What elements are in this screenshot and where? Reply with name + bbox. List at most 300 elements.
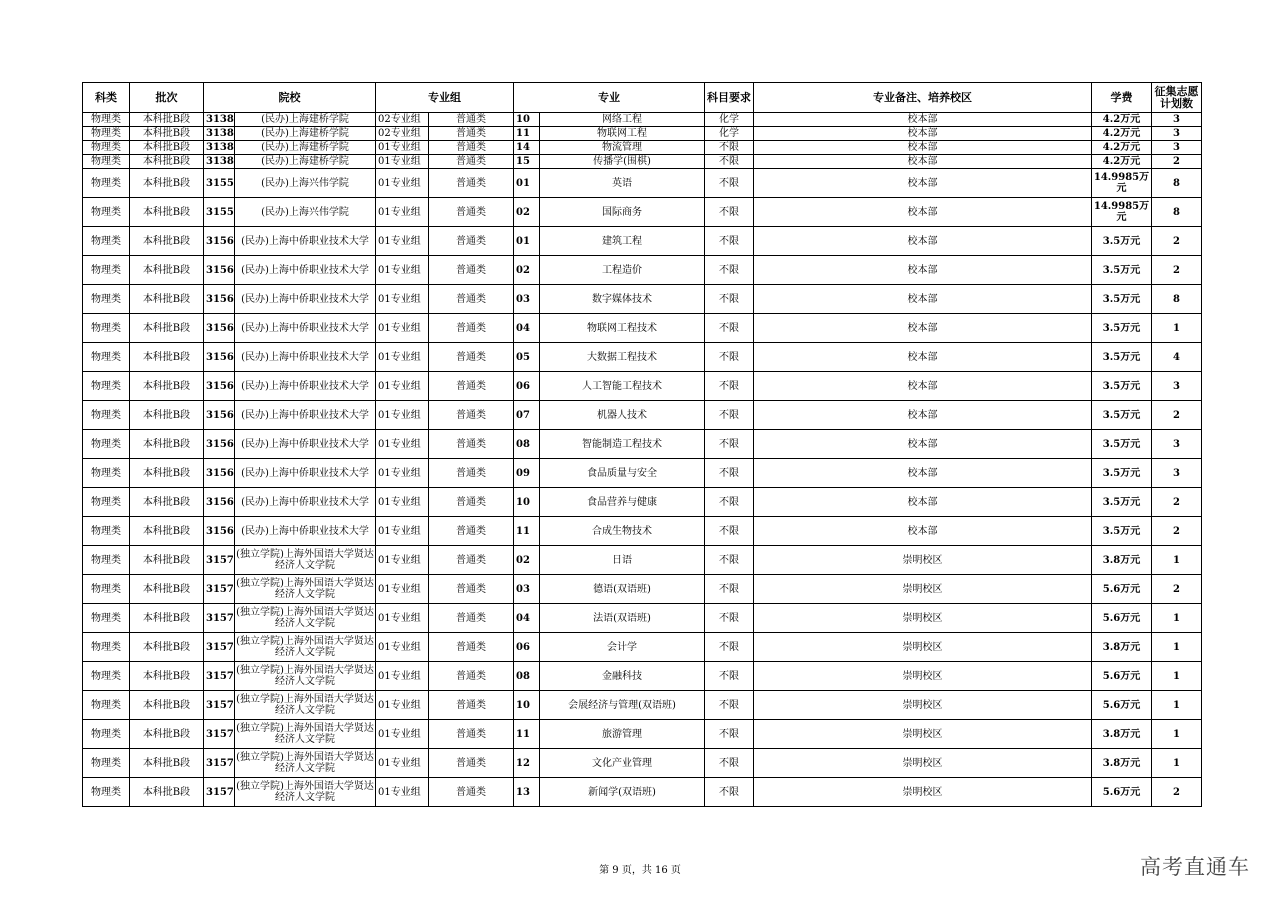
cell-school-code: 3138 bbox=[204, 127, 235, 141]
cell-tuition: 4.2万元 bbox=[1092, 155, 1152, 169]
cell-school-name: (民办)上海兴伟学院 bbox=[235, 198, 376, 227]
cell-school-name: (独立学院)上海外国语大学贤达经济人文学院 bbox=[235, 633, 376, 662]
cell-major-name: 物流管理 bbox=[540, 141, 705, 155]
cell-school-name: (独立学院)上海外国语大学贤达经济人文学院 bbox=[235, 778, 376, 807]
cell-major-code: 04 bbox=[514, 604, 540, 633]
cell-type: 普通类 bbox=[429, 488, 514, 517]
cell-tuition: 14.9985万元 bbox=[1092, 169, 1152, 198]
cell-batch: 本科批B段 bbox=[130, 633, 204, 662]
cell-batch: 本科批B段 bbox=[130, 662, 204, 691]
cell-subject: 不限 bbox=[705, 604, 754, 633]
cell-remarks: 校本部 bbox=[754, 141, 1092, 155]
cell-type: 普通类 bbox=[429, 749, 514, 778]
cell-tuition: 4.2万元 bbox=[1092, 113, 1152, 127]
cell-category: 物理类 bbox=[83, 401, 130, 430]
cell-school-code: 3155 bbox=[204, 198, 235, 227]
cell-remarks: 校本部 bbox=[754, 401, 1092, 430]
cell-remarks: 校本部 bbox=[754, 198, 1092, 227]
cell-category: 物理类 bbox=[83, 314, 130, 343]
cell-major-name: 合成生物技术 bbox=[540, 517, 705, 546]
table-row bbox=[83, 720, 1202, 749]
cell-subject: 不限 bbox=[705, 169, 754, 198]
cell-school-name: (独立学院)上海外国语大学贤达经济人文学院 bbox=[235, 691, 376, 720]
cell-school-name: (民办)上海中侨职业技术大学 bbox=[235, 401, 376, 430]
cell-major-code: 10 bbox=[514, 113, 540, 127]
cell-school-name: (民办)上海建桥学院 bbox=[235, 155, 376, 169]
cell-category: 物理类 bbox=[83, 720, 130, 749]
cell-school-code: 3156 bbox=[204, 488, 235, 517]
cell-group: 01专业组 bbox=[376, 662, 429, 691]
cell-major-name: 建筑工程 bbox=[540, 227, 705, 256]
cell-count: 2 bbox=[1152, 488, 1202, 517]
cell-count: 8 bbox=[1152, 198, 1202, 227]
cell-type: 普通类 bbox=[429, 691, 514, 720]
cell-remarks: 校本部 bbox=[754, 343, 1092, 372]
cell-type: 普通类 bbox=[429, 256, 514, 285]
cell-school-name: (独立学院)上海外国语大学贤达经济人文学院 bbox=[235, 546, 376, 575]
cell-batch: 本科批B段 bbox=[130, 401, 204, 430]
cell-type: 普通类 bbox=[429, 633, 514, 662]
cell-remarks: 崇明校区 bbox=[754, 546, 1092, 575]
cell-tuition: 5.6万元 bbox=[1092, 604, 1152, 633]
cell-school-code: 3157 bbox=[204, 662, 235, 691]
header-category: 科类 bbox=[83, 83, 130, 113]
cell-tuition: 3.5万元 bbox=[1092, 488, 1152, 517]
cell-major-code: 01 bbox=[514, 227, 540, 256]
table-row bbox=[83, 575, 1202, 604]
cell-remarks: 校本部 bbox=[754, 169, 1092, 198]
cell-remarks: 崇明校区 bbox=[754, 720, 1092, 749]
cell-count: 8 bbox=[1152, 169, 1202, 198]
cell-count: 2 bbox=[1152, 401, 1202, 430]
cell-subject: 不限 bbox=[705, 575, 754, 604]
cell-subject: 不限 bbox=[705, 401, 754, 430]
cell-type: 普通类 bbox=[429, 141, 514, 155]
header-school: 院校 bbox=[204, 83, 376, 113]
cell-group: 02专业组 bbox=[376, 113, 429, 127]
cell-category: 物理类 bbox=[83, 343, 130, 372]
cell-group: 01专业组 bbox=[376, 141, 429, 155]
cell-count: 3 bbox=[1152, 372, 1202, 401]
cell-remarks: 校本部 bbox=[754, 488, 1092, 517]
cell-major-code: 05 bbox=[514, 343, 540, 372]
cell-subject: 化学 bbox=[705, 113, 754, 127]
table-row bbox=[83, 633, 1202, 662]
cell-school-name: (独立学院)上海外国语大学贤达经济人文学院 bbox=[235, 749, 376, 778]
cell-group: 01专业组 bbox=[376, 401, 429, 430]
table-row bbox=[83, 113, 1202, 127]
cell-count: 2 bbox=[1152, 575, 1202, 604]
cell-type: 普通类 bbox=[429, 314, 514, 343]
header-major: 专业 bbox=[514, 83, 705, 113]
cell-count: 1 bbox=[1152, 749, 1202, 778]
cell-batch: 本科批B段 bbox=[130, 113, 204, 127]
cell-group: 01专业组 bbox=[376, 314, 429, 343]
cell-remarks: 校本部 bbox=[754, 517, 1092, 546]
cell-major-code: 10 bbox=[514, 488, 540, 517]
cell-type: 普通类 bbox=[429, 285, 514, 314]
cell-major-name: 食品营养与健康 bbox=[540, 488, 705, 517]
cell-count: 1 bbox=[1152, 314, 1202, 343]
cell-batch: 本科批B段 bbox=[130, 459, 204, 488]
cell-tuition: 14.9985万元 bbox=[1092, 198, 1152, 227]
table-row bbox=[83, 604, 1202, 633]
cell-subject: 不限 bbox=[705, 546, 754, 575]
table-row bbox=[83, 430, 1202, 459]
cell-type: 普通类 bbox=[429, 604, 514, 633]
cell-school-code: 3155 bbox=[204, 169, 235, 198]
header-batch: 批次 bbox=[130, 83, 204, 113]
cell-tuition: 3.5万元 bbox=[1092, 343, 1152, 372]
cell-tuition: 5.6万元 bbox=[1092, 778, 1152, 807]
cell-major-name: 国际商务 bbox=[540, 198, 705, 227]
cell-school-code: 3156 bbox=[204, 285, 235, 314]
cell-remarks: 崇明校区 bbox=[754, 575, 1092, 604]
cell-subject: 不限 bbox=[705, 372, 754, 401]
cell-category: 物理类 bbox=[83, 285, 130, 314]
table-header-row bbox=[83, 83, 1202, 113]
cell-batch: 本科批B段 bbox=[130, 256, 204, 285]
cell-group: 01专业组 bbox=[376, 459, 429, 488]
cell-count: 1 bbox=[1152, 633, 1202, 662]
cell-school-code: 3156 bbox=[204, 314, 235, 343]
cell-major-code: 10 bbox=[514, 691, 540, 720]
cell-tuition: 3.8万元 bbox=[1092, 720, 1152, 749]
cell-batch: 本科批B段 bbox=[130, 749, 204, 778]
cell-type: 普通类 bbox=[429, 401, 514, 430]
cell-batch: 本科批B段 bbox=[130, 285, 204, 314]
cell-major-name: 英语 bbox=[540, 169, 705, 198]
cell-school-code: 3157 bbox=[204, 575, 235, 604]
cell-group: 01专业组 bbox=[376, 488, 429, 517]
cell-subject: 不限 bbox=[705, 227, 754, 256]
cell-subject: 化学 bbox=[705, 127, 754, 141]
cell-subject: 不限 bbox=[705, 691, 754, 720]
cell-type: 普通类 bbox=[429, 662, 514, 691]
cell-school-name: (民办)上海中侨职业技术大学 bbox=[235, 517, 376, 546]
cell-type: 普通类 bbox=[429, 372, 514, 401]
table-row bbox=[83, 517, 1202, 546]
cell-batch: 本科批B段 bbox=[130, 227, 204, 256]
cell-major-name: 会计学 bbox=[540, 633, 705, 662]
table-row bbox=[83, 662, 1202, 691]
cell-group: 01专业组 bbox=[376, 198, 429, 227]
cell-tuition: 3.8万元 bbox=[1092, 633, 1152, 662]
cell-school-code: 3157 bbox=[204, 691, 235, 720]
cell-major-code: 13 bbox=[514, 778, 540, 807]
table-row bbox=[83, 256, 1202, 285]
cell-remarks: 校本部 bbox=[754, 127, 1092, 141]
cell-count: 2 bbox=[1152, 517, 1202, 546]
cell-school-name: (民办)上海中侨职业技术大学 bbox=[235, 227, 376, 256]
cell-group: 01专业组 bbox=[376, 343, 429, 372]
cell-school-name: (民办)上海中侨职业技术大学 bbox=[235, 430, 376, 459]
admission-plan-table bbox=[82, 82, 1202, 807]
watermark: 高考直通车 bbox=[1140, 855, 1250, 879]
cell-type: 普通类 bbox=[429, 546, 514, 575]
cell-remarks: 崇明校区 bbox=[754, 662, 1092, 691]
cell-tuition: 3.5万元 bbox=[1092, 459, 1152, 488]
header-remarks-campus: 专业备注、培养校区 bbox=[754, 83, 1092, 113]
cell-major-name: 大数据工程技术 bbox=[540, 343, 705, 372]
cell-school-name: (民办)上海中侨职业技术大学 bbox=[235, 343, 376, 372]
table-row bbox=[83, 488, 1202, 517]
cell-batch: 本科批B段 bbox=[130, 372, 204, 401]
cell-school-code: 3156 bbox=[204, 256, 235, 285]
cell-subject: 不限 bbox=[705, 517, 754, 546]
cell-tuition: 3.5万元 bbox=[1092, 372, 1152, 401]
cell-school-name: (民办)上海中侨职业技术大学 bbox=[235, 256, 376, 285]
cell-batch: 本科批B段 bbox=[130, 604, 204, 633]
cell-type: 普通类 bbox=[429, 113, 514, 127]
cell-school-name: (独立学院)上海外国语大学贤达经济人文学院 bbox=[235, 575, 376, 604]
header-major-group: 专业组 bbox=[376, 83, 514, 113]
cell-major-code: 04 bbox=[514, 314, 540, 343]
cell-type: 普通类 bbox=[429, 459, 514, 488]
cell-category: 物理类 bbox=[83, 256, 130, 285]
cell-tuition: 3.5万元 bbox=[1092, 314, 1152, 343]
cell-major-name: 网络工程 bbox=[540, 113, 705, 127]
cell-category: 物理类 bbox=[83, 169, 130, 198]
cell-tuition: 5.6万元 bbox=[1092, 575, 1152, 604]
cell-count: 1 bbox=[1152, 662, 1202, 691]
cell-school-code: 3156 bbox=[204, 401, 235, 430]
cell-batch: 本科批B段 bbox=[130, 691, 204, 720]
cell-remarks: 校本部 bbox=[754, 155, 1092, 169]
cell-tuition: 3.5万元 bbox=[1092, 430, 1152, 459]
cell-subject: 不限 bbox=[705, 198, 754, 227]
cell-major-name: 数字媒体技术 bbox=[540, 285, 705, 314]
cell-major-code: 03 bbox=[514, 285, 540, 314]
cell-remarks: 校本部 bbox=[754, 372, 1092, 401]
cell-batch: 本科批B段 bbox=[130, 517, 204, 546]
cell-category: 物理类 bbox=[83, 372, 130, 401]
cell-remarks: 校本部 bbox=[754, 285, 1092, 314]
cell-subject: 不限 bbox=[705, 633, 754, 662]
cell-school-code: 3157 bbox=[204, 633, 235, 662]
cell-batch: 本科批B段 bbox=[130, 127, 204, 141]
cell-major-code: 02 bbox=[514, 256, 540, 285]
cell-count: 3 bbox=[1152, 127, 1202, 141]
cell-major-name: 法语(双语班) bbox=[540, 604, 705, 633]
cell-count: 2 bbox=[1152, 778, 1202, 807]
cell-type: 普通类 bbox=[429, 343, 514, 372]
cell-major-name: 物联网工程 bbox=[540, 127, 705, 141]
cell-count: 1 bbox=[1152, 720, 1202, 749]
cell-major-code: 01 bbox=[514, 169, 540, 198]
header-subject-requirement: 科目要求 bbox=[705, 83, 754, 113]
cell-count: 3 bbox=[1152, 141, 1202, 155]
cell-group: 01专业组 bbox=[376, 749, 429, 778]
cell-type: 普通类 bbox=[429, 575, 514, 604]
cell-category: 物理类 bbox=[83, 459, 130, 488]
table-row bbox=[83, 459, 1202, 488]
cell-major-name: 旅游管理 bbox=[540, 720, 705, 749]
cell-major-name: 文化产业管理 bbox=[540, 749, 705, 778]
cell-group: 01专业组 bbox=[376, 169, 429, 198]
cell-batch: 本科批B段 bbox=[130, 575, 204, 604]
cell-major-name: 德语(双语班) bbox=[540, 575, 705, 604]
cell-major-code: 08 bbox=[514, 662, 540, 691]
table-row bbox=[83, 141, 1202, 155]
cell-tuition: 3.5万元 bbox=[1092, 401, 1152, 430]
cell-group: 01专业组 bbox=[376, 372, 429, 401]
page-footer: 第 9 页，共 16 页 bbox=[599, 865, 681, 876]
cell-school-name: (民办)上海中侨职业技术大学 bbox=[235, 459, 376, 488]
cell-category: 物理类 bbox=[83, 749, 130, 778]
cell-type: 普通类 bbox=[429, 778, 514, 807]
cell-school-code: 3156 bbox=[204, 227, 235, 256]
cell-batch: 本科批B段 bbox=[130, 343, 204, 372]
cell-category: 物理类 bbox=[83, 430, 130, 459]
cell-count: 3 bbox=[1152, 113, 1202, 127]
cell-type: 普通类 bbox=[429, 127, 514, 141]
cell-school-code: 3157 bbox=[204, 604, 235, 633]
cell-major-name: 新闻学(双语班) bbox=[540, 778, 705, 807]
table-row bbox=[83, 227, 1202, 256]
cell-subject: 不限 bbox=[705, 720, 754, 749]
cell-school-name: (民办)上海中侨职业技术大学 bbox=[235, 285, 376, 314]
cell-batch: 本科批B段 bbox=[130, 778, 204, 807]
table-row bbox=[83, 691, 1202, 720]
cell-school-code: 3138 bbox=[204, 141, 235, 155]
cell-subject: 不限 bbox=[705, 749, 754, 778]
cell-school-name: (独立学院)上海外国语大学贤达经济人文学院 bbox=[235, 662, 376, 691]
cell-category: 物理类 bbox=[83, 662, 130, 691]
cell-category: 物理类 bbox=[83, 546, 130, 575]
cell-subject: 不限 bbox=[705, 155, 754, 169]
table-row bbox=[83, 285, 1202, 314]
cell-count: 8 bbox=[1152, 285, 1202, 314]
cell-group: 01专业组 bbox=[376, 430, 429, 459]
cell-school-code: 3157 bbox=[204, 749, 235, 778]
cell-major-name: 会展经济与管理(双语班) bbox=[540, 691, 705, 720]
table-row bbox=[83, 546, 1202, 575]
table-row bbox=[83, 169, 1202, 198]
table-row bbox=[83, 198, 1202, 227]
cell-count: 3 bbox=[1152, 459, 1202, 488]
cell-group: 01专业组 bbox=[376, 633, 429, 662]
cell-remarks: 校本部 bbox=[754, 113, 1092, 127]
cell-school-code: 3157 bbox=[204, 778, 235, 807]
cell-category: 物理类 bbox=[83, 198, 130, 227]
cell-batch: 本科批B段 bbox=[130, 314, 204, 343]
cell-category: 物理类 bbox=[83, 227, 130, 256]
cell-major-code: 15 bbox=[514, 155, 540, 169]
cell-remarks: 校本部 bbox=[754, 459, 1092, 488]
cell-major-code: 02 bbox=[514, 546, 540, 575]
cell-group: 01专业组 bbox=[376, 691, 429, 720]
cell-subject: 不限 bbox=[705, 488, 754, 517]
cell-count: 1 bbox=[1152, 691, 1202, 720]
cell-tuition: 4.2万元 bbox=[1092, 127, 1152, 141]
cell-major-name: 金融科技 bbox=[540, 662, 705, 691]
cell-school-name: (民办)上海建桥学院 bbox=[235, 113, 376, 127]
cell-school-name: (民办)上海建桥学院 bbox=[235, 127, 376, 141]
cell-group: 01专业组 bbox=[376, 546, 429, 575]
cell-subject: 不限 bbox=[705, 256, 754, 285]
cell-category: 物理类 bbox=[83, 633, 130, 662]
cell-group: 01专业组 bbox=[376, 285, 429, 314]
cell-batch: 本科批B段 bbox=[130, 169, 204, 198]
cell-type: 普通类 bbox=[429, 430, 514, 459]
cell-subject: 不限 bbox=[705, 430, 754, 459]
cell-count: 2 bbox=[1152, 155, 1202, 169]
cell-remarks: 校本部 bbox=[754, 430, 1092, 459]
cell-group: 01专业组 bbox=[376, 155, 429, 169]
cell-subject: 不限 bbox=[705, 459, 754, 488]
table-row bbox=[83, 401, 1202, 430]
cell-count: 2 bbox=[1152, 256, 1202, 285]
cell-type: 普通类 bbox=[429, 517, 514, 546]
cell-remarks: 校本部 bbox=[754, 227, 1092, 256]
cell-type: 普通类 bbox=[429, 720, 514, 749]
cell-category: 物理类 bbox=[83, 141, 130, 155]
cell-major-code: 11 bbox=[514, 127, 540, 141]
cell-major-name: 机器人技术 bbox=[540, 401, 705, 430]
cell-batch: 本科批B段 bbox=[130, 488, 204, 517]
cell-major-code: 06 bbox=[514, 633, 540, 662]
cell-school-name: (民办)上海中侨职业技术大学 bbox=[235, 488, 376, 517]
cell-batch: 本科批B段 bbox=[130, 430, 204, 459]
table-row bbox=[83, 749, 1202, 778]
cell-school-name: (独立学院)上海外国语大学贤达经济人文学院 bbox=[235, 604, 376, 633]
header-tuition: 学费 bbox=[1092, 83, 1152, 113]
cell-school-name: (独立学院)上海外国语大学贤达经济人文学院 bbox=[235, 720, 376, 749]
table-row bbox=[83, 778, 1202, 807]
cell-remarks: 崇明校区 bbox=[754, 778, 1092, 807]
table-row bbox=[83, 155, 1202, 169]
cell-major-name: 食品质量与安全 bbox=[540, 459, 705, 488]
cell-subject: 不限 bbox=[705, 343, 754, 372]
cell-remarks: 崇明校区 bbox=[754, 604, 1092, 633]
cell-school-code: 3138 bbox=[204, 113, 235, 127]
cell-category: 物理类 bbox=[83, 604, 130, 633]
cell-type: 普通类 bbox=[429, 227, 514, 256]
cell-school-code: 3156 bbox=[204, 343, 235, 372]
cell-major-name: 智能制造工程技术 bbox=[540, 430, 705, 459]
cell-remarks: 崇明校区 bbox=[754, 691, 1092, 720]
cell-school-code: 3156 bbox=[204, 430, 235, 459]
cell-school-code: 3157 bbox=[204, 720, 235, 749]
cell-group: 01专业组 bbox=[376, 517, 429, 546]
cell-category: 物理类 bbox=[83, 691, 130, 720]
cell-category: 物理类 bbox=[83, 517, 130, 546]
cell-major-name: 物联网工程技术 bbox=[540, 314, 705, 343]
cell-tuition: 3.5万元 bbox=[1092, 517, 1152, 546]
cell-subject: 不限 bbox=[705, 314, 754, 343]
cell-count: 1 bbox=[1152, 546, 1202, 575]
cell-remarks: 崇明校区 bbox=[754, 749, 1092, 778]
cell-major-code: 08 bbox=[514, 430, 540, 459]
cell-school-code: 3156 bbox=[204, 372, 235, 401]
cell-category: 物理类 bbox=[83, 778, 130, 807]
cell-category: 物理类 bbox=[83, 113, 130, 127]
cell-major-name: 人工智能工程技术 bbox=[540, 372, 705, 401]
cell-count: 1 bbox=[1152, 604, 1202, 633]
table-row bbox=[83, 314, 1202, 343]
cell-major-code: 06 bbox=[514, 372, 540, 401]
cell-batch: 本科批B段 bbox=[130, 198, 204, 227]
cell-category: 物理类 bbox=[83, 488, 130, 517]
cell-type: 普通类 bbox=[429, 155, 514, 169]
cell-remarks: 崇明校区 bbox=[754, 633, 1092, 662]
cell-major-name: 传播学(围棋) bbox=[540, 155, 705, 169]
cell-school-code: 3156 bbox=[204, 517, 235, 546]
cell-major-code: 12 bbox=[514, 749, 540, 778]
cell-group: 01专业组 bbox=[376, 720, 429, 749]
table-row bbox=[83, 372, 1202, 401]
